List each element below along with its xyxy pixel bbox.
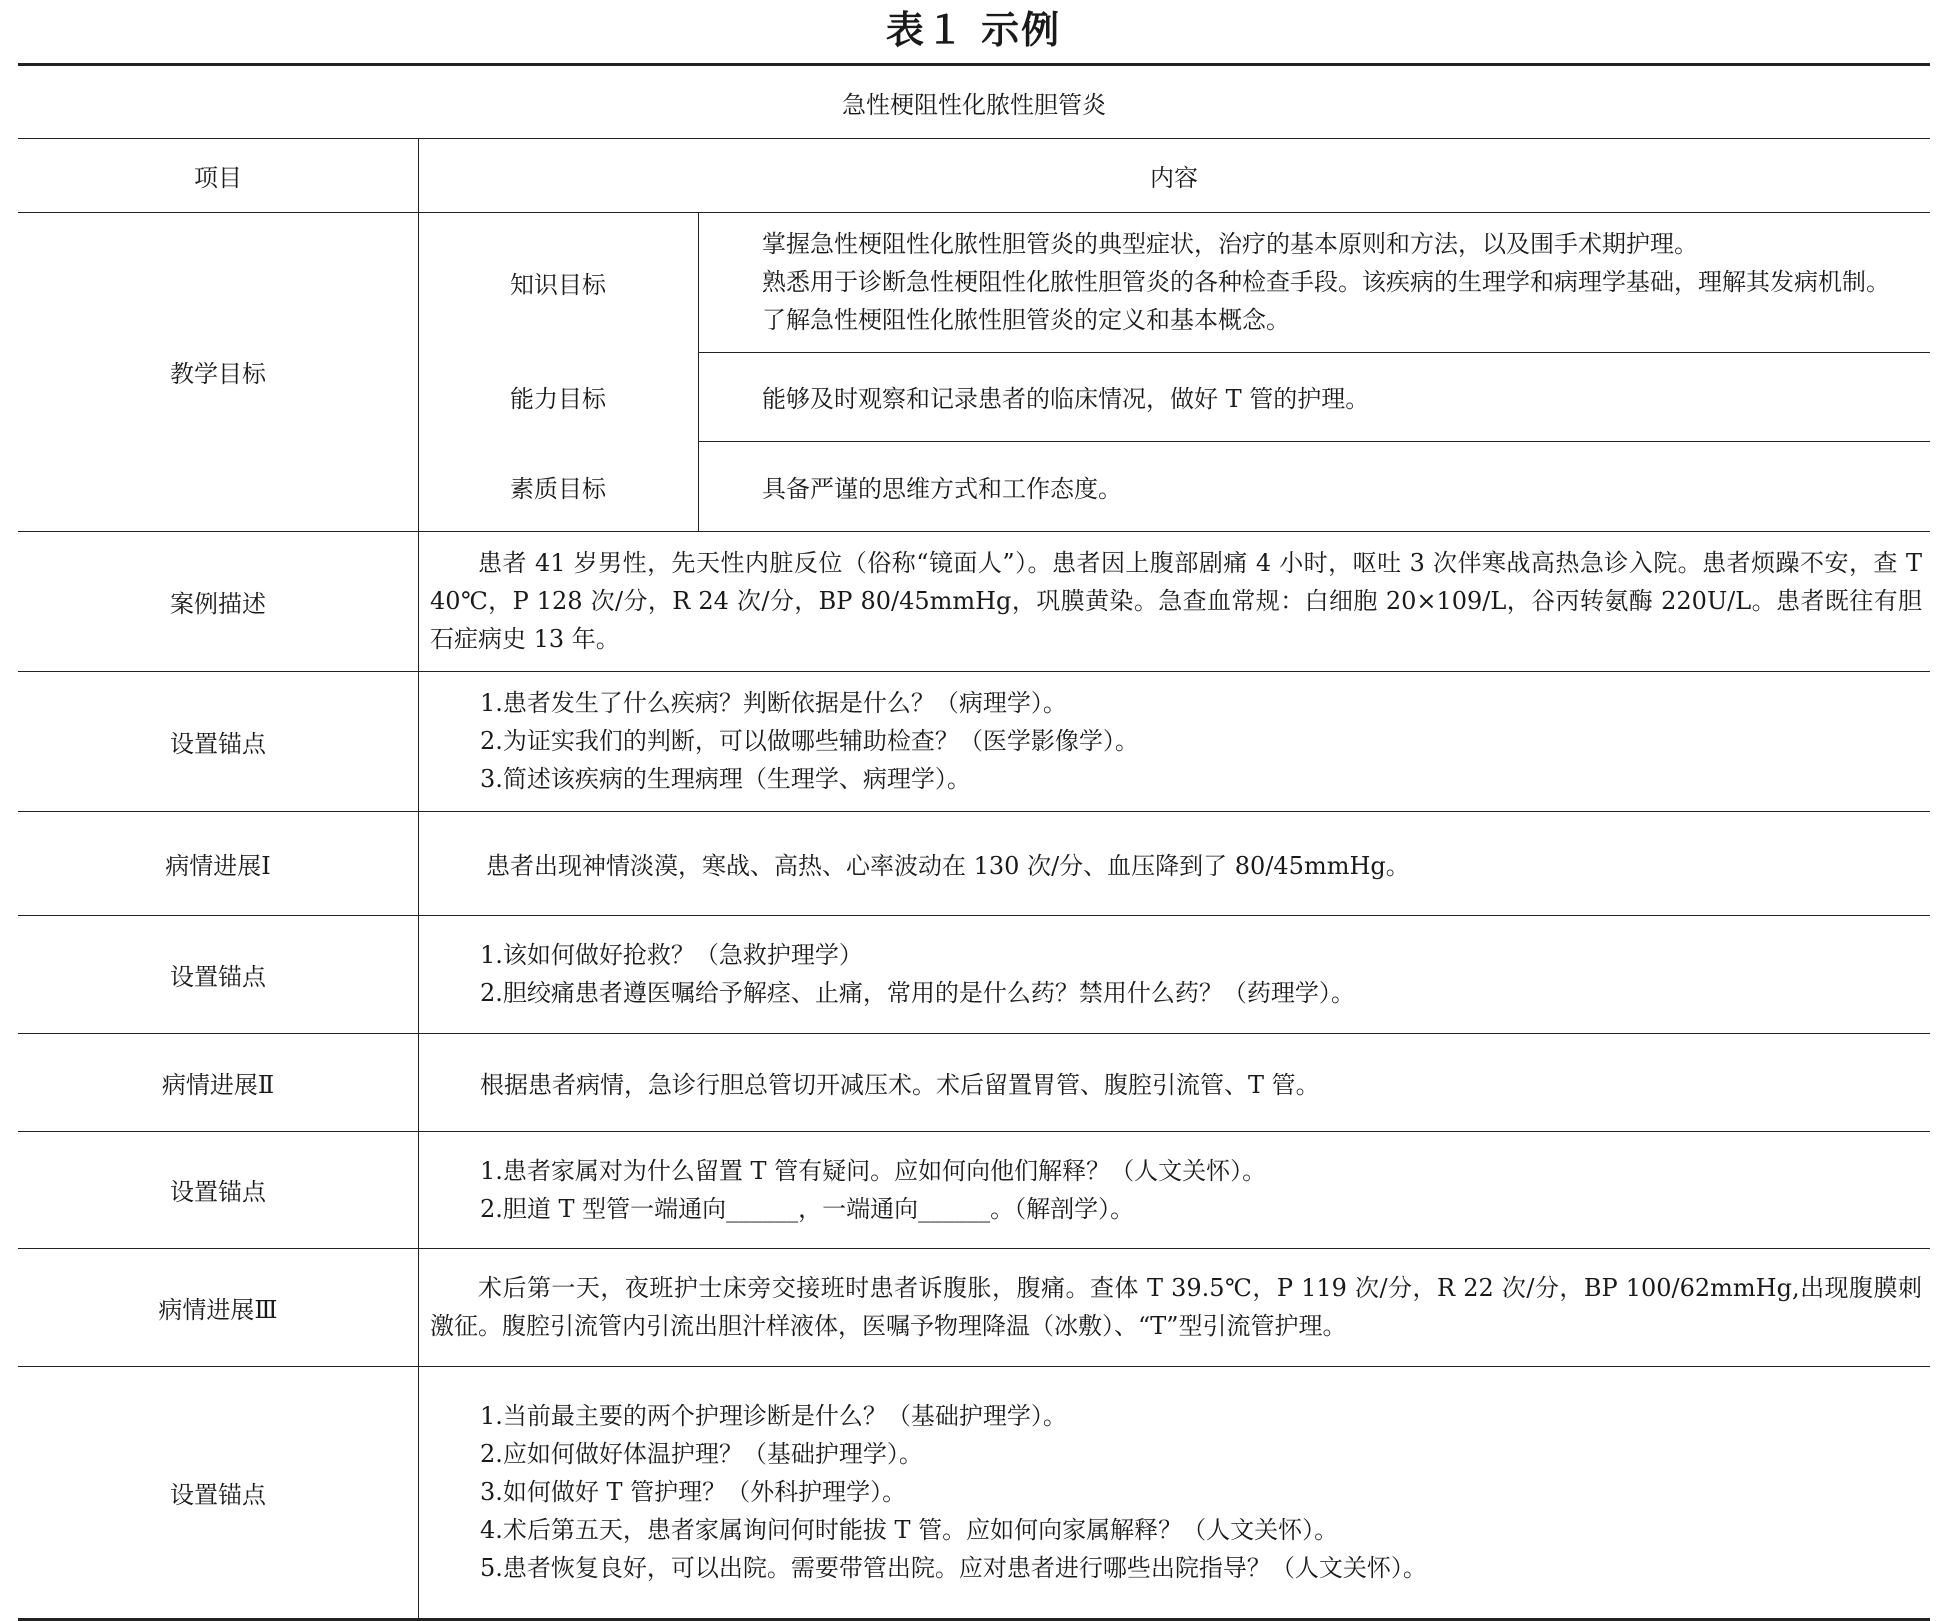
anchor-content: [418, 1131, 1930, 1248]
progress-label-text: 病情进展Ⅲ: [158, 1295, 278, 1324]
anchor-label-text: 设置锚点: [170, 1480, 266, 1509]
header-item: [18, 138, 418, 212]
caption-text: 急性梗阻性化脓性胆管炎: [842, 90, 1106, 119]
progress-text: 根据患者病情，急诊行胆总管切开减压术。术后留置胃管、腹腔引流管、T 管。: [480, 1070, 1320, 1099]
anchor-question: 2.应如何做好体温护理？（基础护理学）。: [480, 1440, 923, 1468]
case-label: [18, 531, 418, 671]
progress-text: 术后第一天，夜班护士床旁交接班时患者诉腹胀，腹痛。查体 T 39.5℃，P 119 次/分，R 22 次/分，BP 100/62mmHg,出现腹膜刺激征。腹腔引流管内引流出胆汁样液体，医嘱予物理降温（冰敷）、“T”型引流管护理。: [430, 1274, 1922, 1340]
progress-content: [418, 1248, 1930, 1366]
knowledge-goal-line: 掌握急性梗阻性化脓性胆管炎的典型症状，治疗的基本原则和方法，以及围手术期护理。: [762, 230, 1698, 258]
header-content: [418, 138, 1930, 212]
ability-goal-content: [698, 352, 1930, 441]
knowledge-goal-line: 了解急性梗阻性化脓性胆管炎的定义和基本概念。: [762, 306, 1290, 334]
anchor-label-text: 设置锚点: [170, 962, 266, 991]
ability-goal-label-text: 能力目标: [510, 385, 606, 413]
knowledge-goal-line: 熟悉用于诊断急性梗阻性化脓性胆管炎的各种检查手段。该疾病的生理学和病理学基础，理解其发病机制。: [762, 268, 1890, 296]
teaching-goals-label: [18, 212, 418, 531]
table-title: 表１ 示例: [885, 8, 1062, 52]
ability-goal-label: [418, 352, 698, 441]
quality-goal-label-text: 素质目标: [510, 474, 606, 503]
teaching-goals-label-text: 教学目标: [170, 360, 266, 388]
anchor-label: [18, 915, 418, 1033]
anchor-question: 3.如何做好 T 管护理？（外科护理学）。: [480, 1478, 907, 1506]
quality-goal-text: 具备严谨的思维方式和工作态度。: [762, 474, 1122, 503]
header-item-text: 项目: [194, 163, 242, 192]
anchor-question: 2.胆绞痛患者遵医嘱给予解痉、止痛，常用的是什么药？禁用什么药？（药理学）。: [480, 979, 1355, 1007]
anchor-question: 2.胆道 T 型管一端通向______，一端通向______。（解剖学）。: [480, 1194, 1135, 1223]
knowledge-goal-label-text: 知识目标: [510, 270, 606, 299]
knowledge-goal-content: [698, 212, 1930, 352]
header-content-text: 内容: [1150, 163, 1198, 192]
progress-content: [418, 811, 1930, 915]
anchor-label: [18, 1131, 418, 1248]
progress-label-text: 病情进展Ⅱ: [161, 1070, 275, 1099]
table-caption: [18, 66, 1930, 138]
anchor-content: [418, 915, 1930, 1033]
anchor-question: 1.该如何做好抢救？（急救护理学）: [480, 941, 863, 969]
anchor-question: 1.患者家属对为什么留置 T 管有疑问。应如何向他们解释？（人文关怀）。: [480, 1156, 1267, 1185]
case-label-text: 案例描述: [170, 589, 266, 618]
anchor-label: [18, 671, 418, 811]
progress-label: [18, 811, 418, 915]
progress-label: [18, 1033, 418, 1131]
progress-label-text: 病情进展Ⅰ: [165, 851, 271, 880]
anchor-label: [18, 1366, 418, 1618]
progress-content: [418, 1033, 1930, 1131]
ability-goal-text: 能够及时观察和记录患者的临床情况，做好 T 管的护理。: [762, 385, 1370, 413]
anchor-question: 1.患者发生了什么疾病？判断依据是什么？（病理学）。: [480, 689, 1067, 717]
progress-text: 患者出现神情淡漠，寒战、高热、心率波动在 130 次/分、血压降到了 80/45mmHg。: [486, 851, 1410, 880]
anchor-question: 5.患者恢复良好，可以出院。需要带管出院。应对患者进行哪些出院指导？（人文关怀）。: [480, 1554, 1427, 1582]
anchor-question: 2.为证实我们的判断，可以做哪些辅助检查？（医学影像学）。: [480, 727, 1139, 755]
anchor-question: 1.当前最主要的两个护理诊断是什么？（基础护理学）。: [480, 1402, 1067, 1430]
quality-goal-label: [418, 441, 698, 531]
case-content: [418, 531, 1930, 671]
progress-label: [18, 1248, 418, 1366]
case-text: 患者 41 岁男性，先天性内脏反位（俗称“镜面人”）。患者因上腹部剧痛 4 小时，呕吐 3 次伴寒战高热急诊入院。患者烦躁不安，查 T 40℃，P 128 次/分，R 24 次/分，BP 80/45mmHg，巩膜黄染。急查血常规：白细胞 20×109/L，谷丙转氨酶 220U/L。患者既往有胆石症病史 13 年。: [430, 549, 1922, 653]
anchor-label-text: 设置锚点: [170, 729, 266, 758]
quality-goal-content: [698, 441, 1930, 531]
knowledge-goal-label: [418, 212, 698, 352]
anchor-label-text: 设置锚点: [170, 1178, 266, 1206]
anchor-content: [418, 671, 1930, 811]
anchor-question: 3.简述该疾病的生理病理（生理学、病理学）。: [480, 765, 971, 793]
anchor-question: 4.术后第五天，患者家属询问何时能拔 T 管。应如何向家属解释？（人文关怀）。: [480, 1516, 1339, 1544]
anchor-content: [418, 1366, 1930, 1618]
